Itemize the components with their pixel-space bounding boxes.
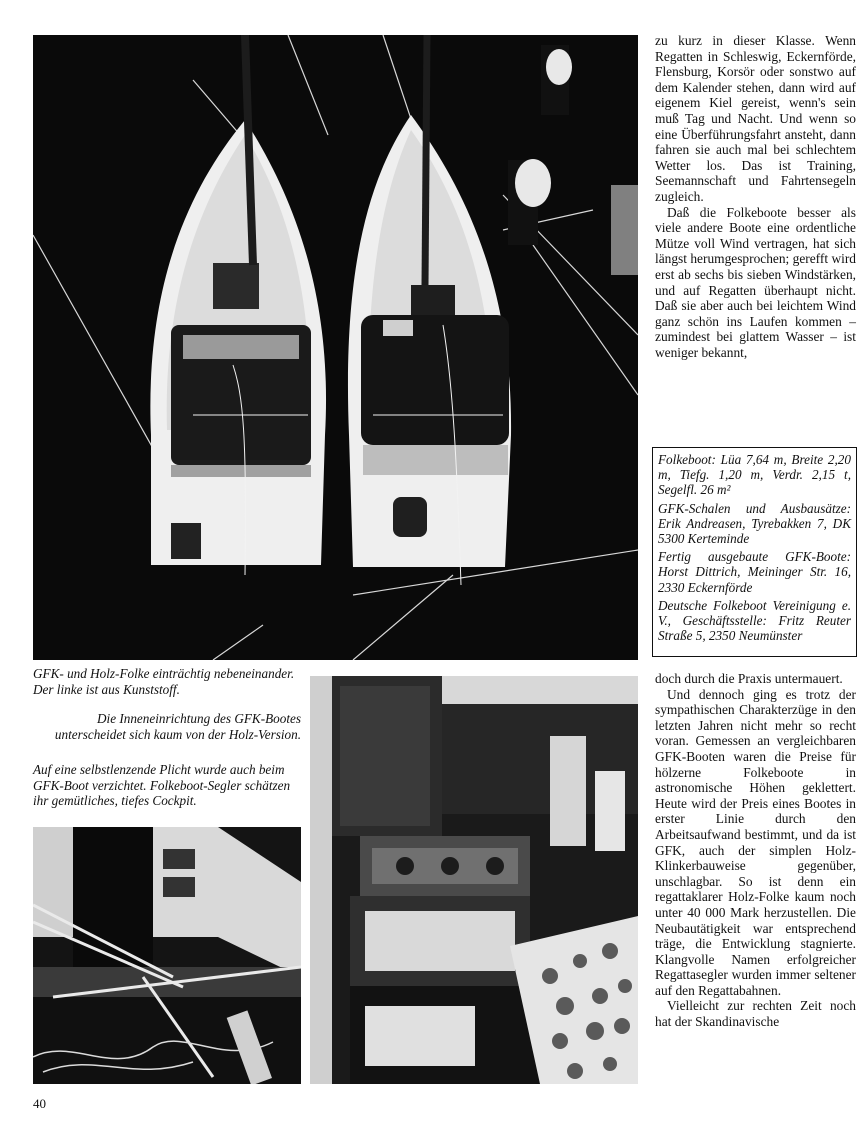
paragraph: Und dennoch ging es trotz der sympathischen Charakterzüge in den letzten Jahren nicht mehr so recht voran. Gemessen an vergleichbaren GFK-Booten waren die Preise für hölzerne Folkeboote in astronomische Höhen geklettert. Heute wird der Preis eines Bootes in erster Linie durch den Arbeitsaufwand bestimmt, und da ist GFK, auch der simplen Holz-Klinkerbauweise gegenüber, unschlagbar. So ist denn ein regattaklarer Holz-Folke kaum noch unter 40 000 Mark herzustellen. Die Neubautätigkeit war entsprechend träge, die Entwicklung stagnierte. Klangvolle Namen erfolgreicher Regattasegler wurden immer seltener auf den Regattabahnen. — [655, 686, 856, 998]
article-text-top — [655, 33, 856, 360]
paragraph: doch durch die Praxis untermauert. — [655, 671, 843, 686]
infobox-entry-association: Deutsche Folkeboot Vereinigung e. V., Geschäftsstelle: Fritz Reuter Straße 5, 2350 Neumünster — [658, 597, 851, 644]
paragraph: Vielleicht zur rechten Zeit noch hat der Skandinavische — [655, 998, 856, 1030]
main-photo-two-folkeboats — [33, 35, 638, 660]
paragraph: Daß die Folkeboote besser als viele andere Boote eine ordentliche Mütze voll Wind vertragen, hat sich längst herumgesprochen; gerefft wird erst ab sechs bis sieben Windstärken, und auf Regatten überhaupt nicht. Daß sie aber auch bei leichtem Wind ganz schön ins Laufen kommen – zumindest bei glattem Wasser – ist weniger bekannt, — [655, 204, 856, 360]
infobox-entry-shells: GFK-Schalen und Ausbausätze: Erik Andreasen, Tyrebakken 7, DK 5300 Kerteminde — [658, 500, 851, 547]
boat-specs-infobox — [652, 447, 857, 657]
page-number: 40 — [33, 1096, 46, 1111]
caption-main-photo: GFK- und Holz-Folke einträchtig nebeneinander. Der linke ist aus Kunststoff. — [33, 666, 295, 697]
paragraph: zu kurz in dieser Klasse. Wenn Regatten in Schleswig, Eckernförde, Flensburg, Korsör oder sonstwo auf dem Kalender stehen, dann wird auf eigenem Kiel gereist, wenn's sein muß Tag und Nacht. Und wenn so eine Überführungsfahrt ansteht, dann fahren sie auch mal bei schlechtem Wetter los. Das ist Training, Seemannschaft und Fahrtensegeln zugleich. — [655, 33, 856, 204]
caption-interior: Die Inneneinrichtung des GFK-Bootes unterscheidet sich kaum von der Holz-Version. — [54, 711, 301, 742]
caption-cockpit: Auf eine selbstlenzende Plicht wurde auch beim GFK-Boot verzichtet. Folkeboot-Segler schätzen ihr gemütliches, tiefes Cockpit. — [33, 762, 291, 808]
interior-photo — [310, 676, 638, 1084]
cockpit-photo — [33, 827, 301, 1084]
infobox-entry-builder: Fertig ausgebaute GFK-Boote: Horst Dittrich, Meininger Str. 16, 2330 Eckernförde — [658, 549, 851, 595]
article-text-bottom — [655, 671, 856, 1030]
infobox-entry-specs: Folkeboot: Lüa 7,64 m, Breite 2,20 m, Tiefg. 1,20 m, Verdr. 2,15 t, Segelfl. 26 m² — [658, 452, 851, 498]
